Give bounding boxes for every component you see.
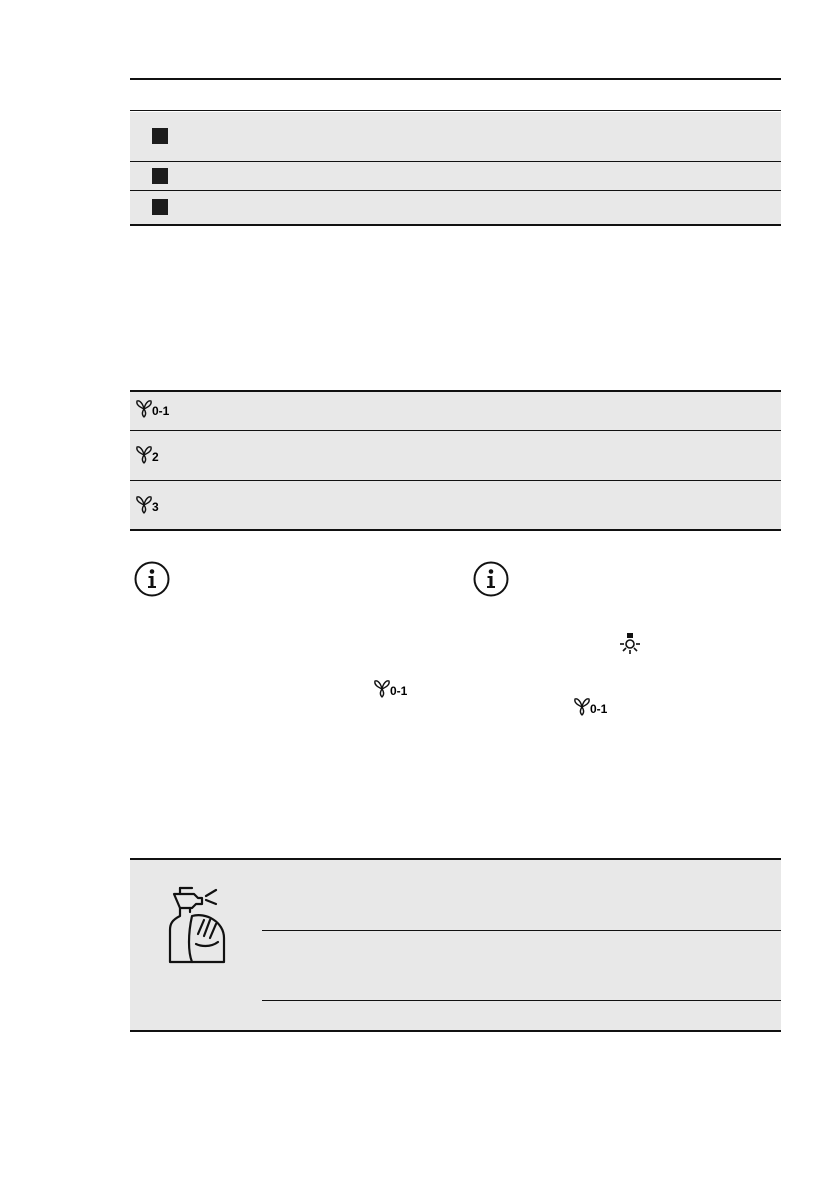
table-row — [130, 481, 781, 529]
fan-speed-level: 3 — [152, 500, 159, 514]
table-bottom-rule — [130, 529, 781, 531]
info-icon — [134, 561, 170, 597]
fan-icon — [134, 494, 154, 514]
table-bottom-rule — [130, 224, 781, 226]
table-row — [130, 191, 781, 224]
info-icon — [473, 561, 509, 597]
square-marker-icon — [152, 199, 168, 215]
row-divider — [262, 1000, 781, 1001]
operation-table — [130, 78, 781, 226]
fan-speed-indicator — [134, 398, 169, 418]
fan-speed-level: 0-1 — [152, 404, 170, 418]
square-marker-icon — [152, 168, 168, 184]
inline-fan-symbol — [572, 696, 607, 716]
fan-icon — [572, 696, 592, 716]
table-row — [130, 112, 781, 161]
fan-speed-level: 0-1 — [590, 702, 608, 716]
fan-icon — [134, 444, 154, 464]
fan-speed-indicator — [134, 494, 159, 514]
table-row — [130, 431, 781, 480]
cleaning-panel — [130, 858, 781, 1032]
fan-speed-indicator — [134, 444, 159, 464]
row-divider — [262, 930, 781, 931]
fan-icon — [372, 678, 392, 698]
fan-icon — [134, 398, 154, 418]
spray-cleaning-icon — [166, 882, 228, 966]
table-top-rule — [130, 858, 781, 860]
fan-speed-level: 2 — [152, 450, 159, 464]
table-bottom-rule — [130, 1030, 781, 1032]
light-icon — [618, 632, 642, 656]
table-row — [130, 392, 781, 430]
table-header-row — [130, 80, 781, 112]
table-header-rule — [130, 110, 781, 111]
fan-speed-level: 0-1 — [390, 684, 408, 698]
square-marker-icon — [152, 128, 168, 144]
fan-speed-table — [130, 390, 781, 532]
inline-fan-symbol — [372, 678, 407, 698]
table-row — [130, 162, 781, 190]
